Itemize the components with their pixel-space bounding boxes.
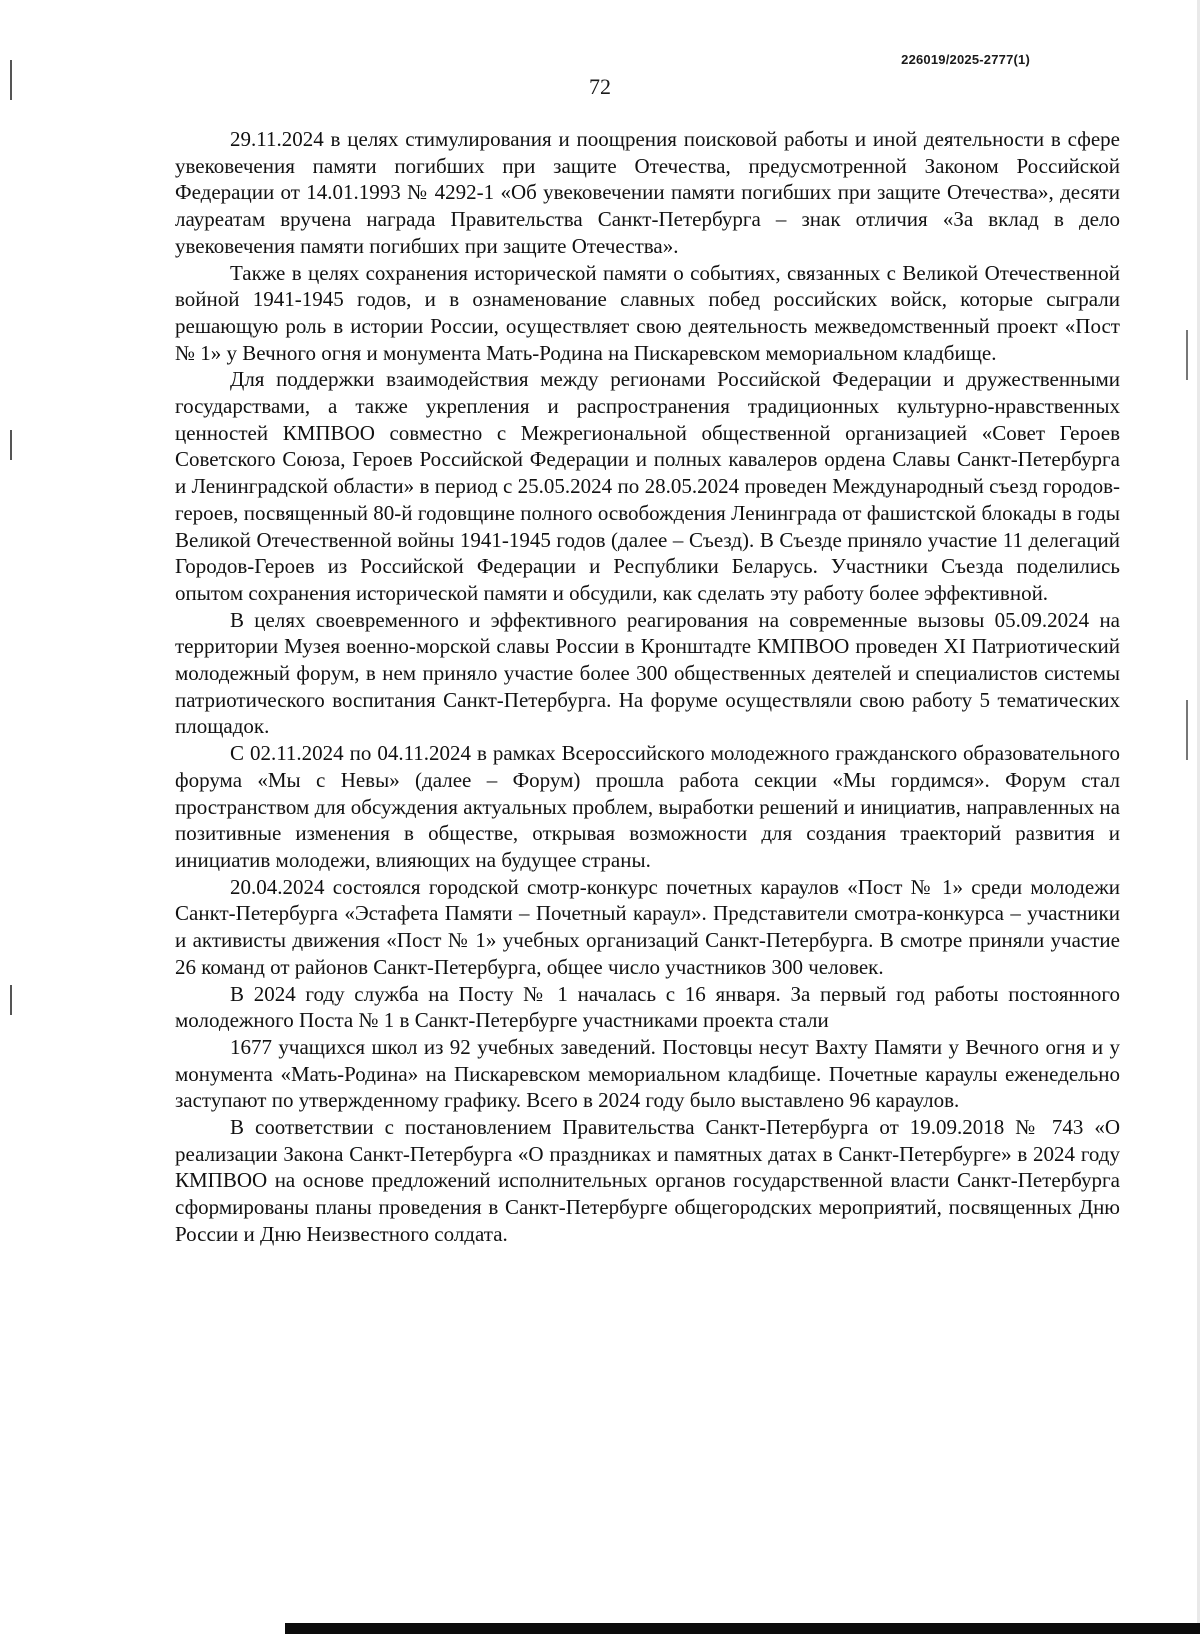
document-registration-number: 226019/2025-2777(1) [901, 52, 1030, 67]
scan-bottom-border [285, 1623, 1200, 1634]
paragraph: В 2024 году служба на Посту № 1 началась с 16 января. За первый год работы постоянного молодежного Поста № 1 в Санкт-Петербурге участниками проекта стали [175, 981, 1120, 1033]
scan-edge-mark [1186, 330, 1188, 380]
document-body [175, 126, 1120, 1248]
paragraph: 1677 учащихся школ из 92 учебных заведений. Постовцы несут Вахту Памяти у Вечного огня и у монумента «Мать-Родина» на Пискаревском мемориальном кладбище. Почетные караулы еженедельно заступают по утвержденному графику. Всего в 2024 году было выставлено 96 караулов. [175, 1034, 1120, 1113]
scan-edge-mark [1186, 700, 1188, 760]
paragraph: 20.04.2024 состоялся городской смотр-конкурс почетных караулов «Пост № 1» среди молодежи Санкт-Петербурга «Эстафета Памяти – Почетный караул». Представители смотра-конкурса – участники и активисты движения «Пост № 1» учебных организаций Санкт-Петербурга. В смотре приняли участие 26 команд от районов Санкт-Петербурга, общее число участников 300 человек. [175, 874, 1120, 979]
paragraph: 29.11.2024 в целях стимулирования и поощрения поисковой работы и иной деятельности в сфере увековечения памяти погибших при защите Отечества, предусмотренной Законом Российской Федерации от 14.01.1993 № 4292-1 «Об увековечении памяти погибших при защите Отечества», десяти лауреатам вручена награда Правительства Санкт-Петербурга – знак отличия «За вклад в дело увековечения памяти погибших при защите Отечества». [175, 127, 1120, 258]
page-number: 72 [589, 74, 611, 99]
paragraph: В целях своевременного и эффективного реагирования на современные вызовы 05.09.2024 на территории Музея военно-морской славы России в Кронштадте КМПВОО проведен XI Патриотический молодежный форум, в нем приняло участие более 300 общественных деятелей и специалистов системы патриотического воспитания Санкт-Петербурга. На форуме осуществляли свою работу 5 тематических площадок. [175, 607, 1120, 739]
scan-edge-mark [10, 430, 12, 460]
paragraph: В соответствии с постановлением Правительства Санкт-Петербурга от 19.09.2018 № 743 «О реализации Закона Санкт-Петербурга «О праздниках и памятных датах в Санкт-Петербурге» в 2024 году КМПВОО на основе предложений исполнительных органов государственной власти Санкт-Петербурга сформированы планы проведения в Санкт-Петербурге общегородских мероприятий, посвященных Дню России и Дню Неизвестного солдата. [175, 1115, 1120, 1246]
paragraph: С 02.11.2024 по 04.11.2024 в рамках Всероссийского молодежного гражданского образовательного форума «Мы с Невы» (далее – Форум) прошла работа секции «Мы гордимся». Форум стал пространством для обсуждения актуальных проблем, выработки решений и инициатив, направленных на позитивные изменения в обществе, открывая возможности для создания траекторий развития и инициатив молодежи, влияющих на будущее страны. [175, 741, 1120, 872]
scan-edge-mark [10, 985, 12, 1015]
paragraph: Также в целях сохранения исторической памяти о событиях, связанных с Великой Отечественной войной 1941-1945 годов, и в ознаменование славных побед российских войск, которые сыграли решающую роль в истории России, осуществляет свою деятельность межведомственный проект «Пост № 1» у Вечного огня и монумента Мать-Родина на Пискаревском мемориальном кладбище. [175, 260, 1120, 365]
paragraph: Для поддержки взаимодействия между регионами Российской Федерации и дружественными государствами, а также укрепления и распространения традиционных культурно-нравственных ценностей КМПВОО совместно с Межрегиональной общественной организацией «Совет Героев Советского Союза, Героев Российской Федерации и полных кавалеров ордена Славы Санкт-Петербурга и Ленинградской области» в период с 25.05.2024 по 28.05.2024 проведен Международный съезд городов-героев, посвященный 80-й годовщине полного освобождения Ленинграда от фашистской блокады в годы Великой Отечественной войны 1941-1945 годов (далее – Съезд). В Съезде приняло участие 11 делегаций Городов-Героев из Российской Федерации и Республики Беларусь. Участники Съезда поделились опытом сохранения исторической памяти и обсудили, как сделать эту работу более эффективной. [175, 367, 1120, 605]
